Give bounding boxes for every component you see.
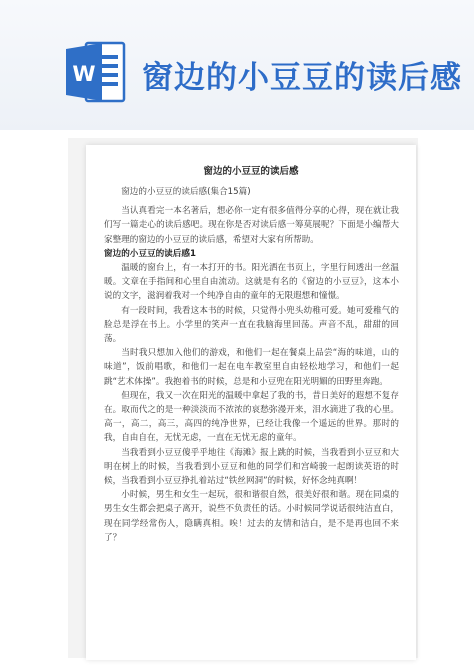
document-preview-banner [0,0,474,130]
document-subheading: 窗边的小豆豆的读后感(集合15篇) [121,187,251,197]
section-title: 窗边的小豆豆的读后感1 [104,248,196,259]
intro-paragraph: 当认真看完一本名著后，想必你一定有很多值得分享的心得，现在就让我们写一篇走心的读后感吧。现在你是否对读后感一筹莫展呢？下面是小编帮大家整理的窗边的小豆豆的读后感，希望对大家有所帮助。 [104,206,399,245]
body-paragraph: 当我看到小豆豆傻乎乎地往《海滩》报上跳的时候，当我看到小豆豆和大明在树上的时候，当我看到小豆豆和他的同学们和宫崎骏一起朗读英语的时候，当我看到小豆豆挣扎着站过“铁丝网洞”的时候，好怀念纯真啊！ [104,447,399,487]
document-body [86,185,416,545]
body-paragraph: 有一段时间，我看这本书的时候，只觉得小兜头幼稚可爱。她可爱稚气的脸总是浮在书上。小学里的笑声一直在我脑海里回荡。声音不乱，甜甜的回荡。 [104,305,399,345]
body-paragraph: 当时我只想加入他们的游戏，和他们一起在餐桌上品尝“海的味道，山的味道”，饭前唱歌，和他们一起在电车教室里自由轻松地学习，和他们一起跳“艺术体操”。我抱着书的时候，总是和小豆兜在阳光明媚的田野里奔跑。 [104,348,399,387]
body-paragraph: 但现在，我又一次在阳光的温暖中拿起了我的书，昔日美好的遐想不复存在。取而代之的是一种淡淡而不浓浓的哀愁弥漫开来，泪水滴进了我的心里。高一，高二，高三，高四的纯净世界，已经让我像一个遥远的世界。那时的我，自由自在，无忧无虑，一直在无忧无虑的童年。 [104,390,399,444]
word-letter: W [72,62,96,86]
body-paragraph: 小时候，男生和女生一起玩，很和谐很自然，很美好很和谐。现在同桌的男生女生都会把桌子离开，说些不负责任的话。小时候同学说话很纯洁直白，现在同学经常伤人，隐瞒真相。唉！过去的友情和洁白，是不是再也回不来了？ [104,490,399,543]
document-page [86,145,416,660]
banner-title: 窗边的小豆豆的读后感 [142,60,462,96]
document-heading: 窗边的小豆豆的读后感 [203,166,299,177]
word-document-icon [64,38,126,106]
body-paragraph: 温暖的窗台上，有一本打开的书。阳光洒在书页上，字里行间透出一丝温暖。文章在手指间和心里自由流动。这就是有名的《窗边的小豆豆》，这本小说的文字，滋润着我对一个纯净自由的童年的无限遐想和憧憬。 [104,263,399,302]
